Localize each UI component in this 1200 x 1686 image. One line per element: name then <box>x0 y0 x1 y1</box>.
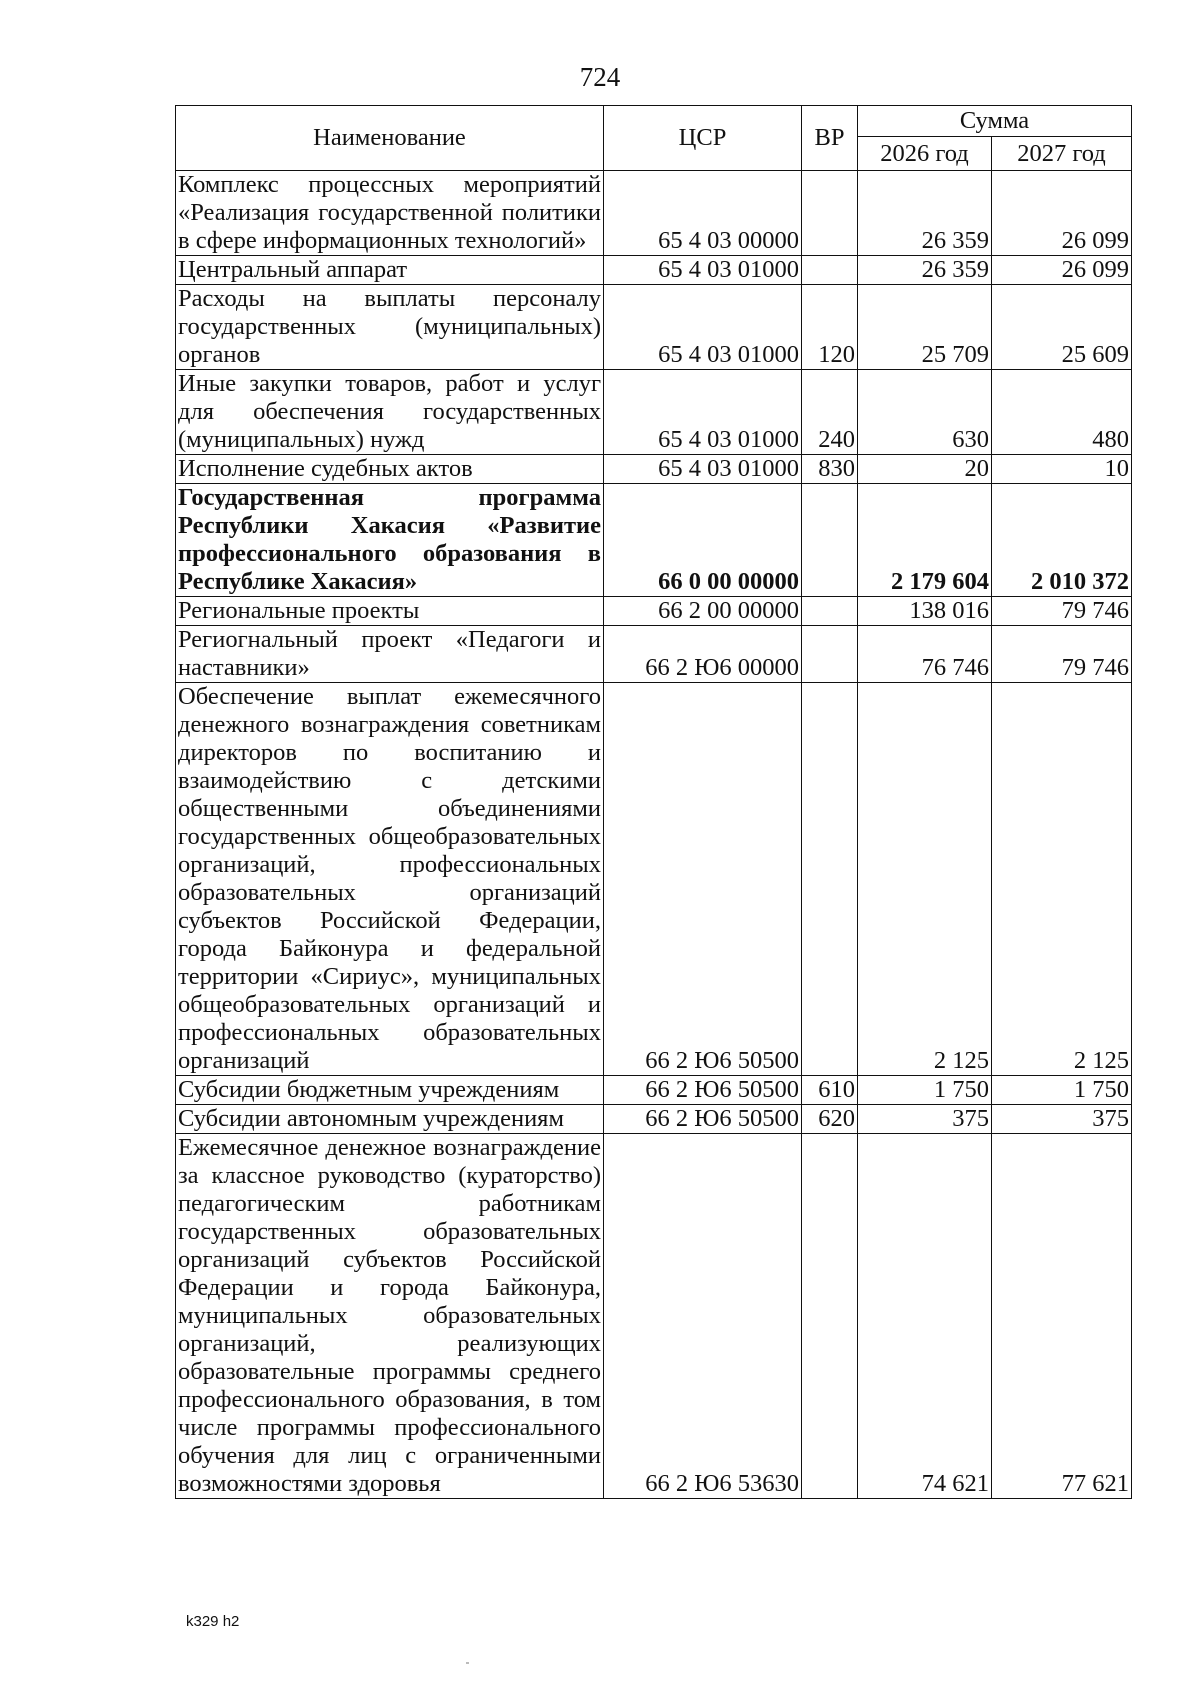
row-sum-2026: 26 359 <box>858 256 992 285</box>
row-sum-2027: 375 <box>992 1105 1132 1134</box>
row-sum-2026: 630 <box>858 370 992 455</box>
row-vr <box>802 683 858 1076</box>
row-vr: 620 <box>802 1105 858 1134</box>
row-sum-2027: 25 609 <box>992 285 1132 370</box>
table-row <box>176 683 1132 1076</box>
table-row <box>176 256 1132 285</box>
row-sum-2026: 26 359 <box>858 171 992 256</box>
row-csr: 66 2 Ю6 50500 <box>604 1105 802 1134</box>
table-row <box>176 285 1132 370</box>
row-vr <box>802 1134 858 1499</box>
row-name: Исполнение судебных актов <box>176 455 604 484</box>
row-csr: 65 4 03 01000 <box>604 370 802 455</box>
table-row <box>176 1076 1132 1105</box>
row-csr: 66 2 Ю6 50500 <box>604 683 802 1076</box>
row-name: Иные закупки товаров, работ и услуг для обеспечения государственных (муниципальных) нужд <box>176 370 604 455</box>
table-row <box>176 455 1132 484</box>
row-sum-2027: 79 746 <box>992 626 1132 683</box>
row-sum-2027: 2 010 372 <box>992 484 1132 597</box>
row-sum-2026: 2 125 <box>858 683 992 1076</box>
header-year-2026: 2026 год <box>858 137 992 171</box>
row-name: Расходы на выплаты персоналу государственных (муниципальных) органов <box>176 285 604 370</box>
row-sum-2027: 480 <box>992 370 1132 455</box>
row-vr: 240 <box>802 370 858 455</box>
page-number: 724 <box>579 62 621 92</box>
row-vr <box>802 626 858 683</box>
row-sum-2027: 10 <box>992 455 1132 484</box>
row-sum-2026: 76 746 <box>858 626 992 683</box>
header-name: Наименование <box>176 106 604 171</box>
table-row <box>176 597 1132 626</box>
row-csr: 66 2 Ю6 00000 <box>604 626 802 683</box>
table-row <box>176 171 1132 256</box>
row-vr: 610 <box>802 1076 858 1105</box>
row-vr: 830 <box>802 455 858 484</box>
footer-code: k329 h2 <box>186 1613 240 1630</box>
table-body <box>176 171 1132 1499</box>
scan-speck <box>466 1662 469 1664</box>
table-row <box>176 1105 1132 1134</box>
row-csr: 66 0 00 00000 <box>604 484 802 597</box>
table-row <box>176 626 1132 683</box>
row-sum-2026: 2 179 604 <box>858 484 992 597</box>
budget-table <box>175 105 1132 1499</box>
row-csr: 65 4 03 01000 <box>604 285 802 370</box>
header-row <box>176 106 1132 137</box>
row-name: Региональные проекты <box>176 597 604 626</box>
row-vr <box>802 171 858 256</box>
row-sum-2027: 1 750 <box>992 1076 1132 1105</box>
row-sum-2026: 375 <box>858 1105 992 1134</box>
row-sum-2027: 2 125 <box>992 683 1132 1076</box>
table-row <box>176 484 1132 597</box>
row-sum-2026: 1 750 <box>858 1076 992 1105</box>
row-sum-2026: 20 <box>858 455 992 484</box>
row-vr: 120 <box>802 285 858 370</box>
row-name: Региогнальный проект «Педагоги и наставники» <box>176 626 604 683</box>
row-sum-2027: 79 746 <box>992 597 1132 626</box>
row-csr: 66 2 Ю6 50500 <box>604 1076 802 1105</box>
table-row <box>176 1134 1132 1499</box>
row-name: Государственная программа Республики Хакасия «Развитие профессионального образования в Республике Хакасия» <box>176 484 604 597</box>
row-csr: 65 4 03 01000 <box>604 256 802 285</box>
row-csr: 66 2 Ю6 53630 <box>604 1134 802 1499</box>
row-name: Комплекс процессных мероприятий «Реализация государственной политики в сфере информационных технологий» <box>176 171 604 256</box>
row-sum-2026: 138 016 <box>858 597 992 626</box>
row-sum-2027: 26 099 <box>992 256 1132 285</box>
row-sum-2026: 25 709 <box>858 285 992 370</box>
row-name: Субсидии бюджетным учреждениям <box>176 1076 604 1105</box>
row-name: Ежемесячное денежное вознаграждение за классное руководство (кураторство) педагогическим работникам государственных образовательных организаций субъектов Российской Федерации и города Байконура, муниципальных образовательных организаций, реализующих образовательные программы среднего профессионального образования, в том числе программы профессионального обучения для лиц с ограниченными возможностями здоровья <box>176 1134 604 1499</box>
row-name: Центральный аппарат <box>176 256 604 285</box>
row-csr: 65 4 03 01000 <box>604 455 802 484</box>
row-vr <box>802 597 858 626</box>
row-csr: 65 4 03 00000 <box>604 171 802 256</box>
header-csr: ЦСР <box>604 106 802 171</box>
row-sum-2027: 77 621 <box>992 1134 1132 1499</box>
header-year-2027: 2027 год <box>992 137 1132 171</box>
row-name: Обеспечение выплат ежемесячного денежного вознаграждения советникам директоров по воспитанию и взаимодействию с детскими общественными объединениями государственных общеобразовательных организаций, профессиональных образовательных организаций субъектов Российской Федерации, города Байконура и федеральной территории «Сириус», муниципальных общеобразовательных организаций и профессиональных образовательных организаций <box>176 683 604 1076</box>
row-sum-2027: 26 099 <box>992 171 1132 256</box>
row-csr: 66 2 00 00000 <box>604 597 802 626</box>
header-sum: Сумма <box>858 106 1132 137</box>
table-row <box>176 370 1132 455</box>
header-vr: ВР <box>802 106 858 171</box>
row-name: Субсидии автономным учреждениям <box>176 1105 604 1134</box>
row-vr <box>802 484 858 597</box>
row-sum-2026: 74 621 <box>858 1134 992 1499</box>
row-vr <box>802 256 858 285</box>
